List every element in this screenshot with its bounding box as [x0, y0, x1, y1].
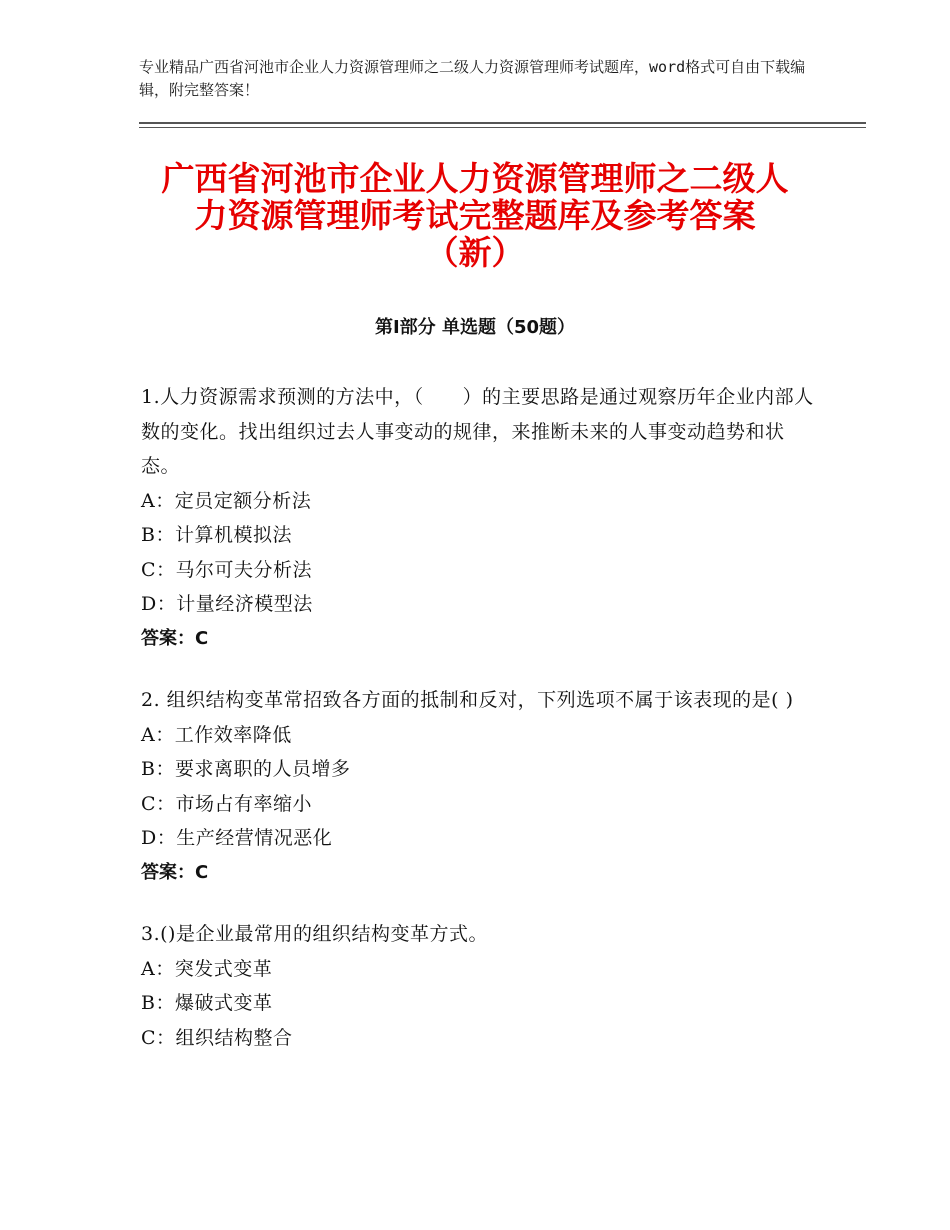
title-line-2: 力资源管理师考试完整题库及参考答案 [194, 196, 756, 235]
option-c: C：组织结构整合 [141, 1026, 293, 1049]
option-d: D：计量经济模型法 [141, 593, 313, 615]
answer: 答案：C [141, 627, 209, 649]
question-3 [141, 917, 821, 1055]
option-d: D：生产经营情况恶化 [141, 827, 333, 849]
option-a: A：突发式变革 [141, 957, 273, 980]
option-b: B：爆破式变革 [141, 992, 273, 1014]
option-a: A：工作效率降低 [141, 723, 292, 746]
option-c: C：市场占有率缩小 [141, 792, 313, 815]
header-divider [139, 122, 866, 128]
question-stem: 3.()是企业最常用的组织结构变革方式。 [141, 923, 488, 945]
option-b: B：要求离职的人员增多 [141, 758, 351, 780]
question-2 [141, 683, 821, 890]
question-stem: 2. 组织结构变革常招致各方面的抵制和反对，下列选项不属于该表现的是( ) [141, 689, 794, 711]
answer: 答案：C [141, 861, 209, 883]
option-c: C：马尔可夫分析法 [141, 558, 313, 581]
question-1 [141, 380, 821, 656]
title-line-3: （新） [425, 233, 525, 272]
option-a: A：定员定额分析法 [141, 489, 312, 512]
document-title [100, 160, 850, 271]
header-note: 专业精品广西省河池市企业人力资源管理师之二级人力资源管理师考试题库，word格式可自由下载编辑，附完整答案！ [139, 58, 806, 99]
question-list [141, 380, 821, 1082]
section-title: 第Ⅰ部分 单选题（50题） [374, 317, 575, 338]
option-b: B：计算机模拟法 [141, 524, 292, 546]
question-stem: 1.人力资源需求预测的方法中，（ ）的主要思路是通过观察历年企业内部人数的变化。找出组织过去人事变动的规律，来推断未来的人事变动趋势和状态。 [141, 386, 814, 477]
title-line-1: 广西省河池市企业人力资源管理师之二级人 [161, 159, 789, 198]
